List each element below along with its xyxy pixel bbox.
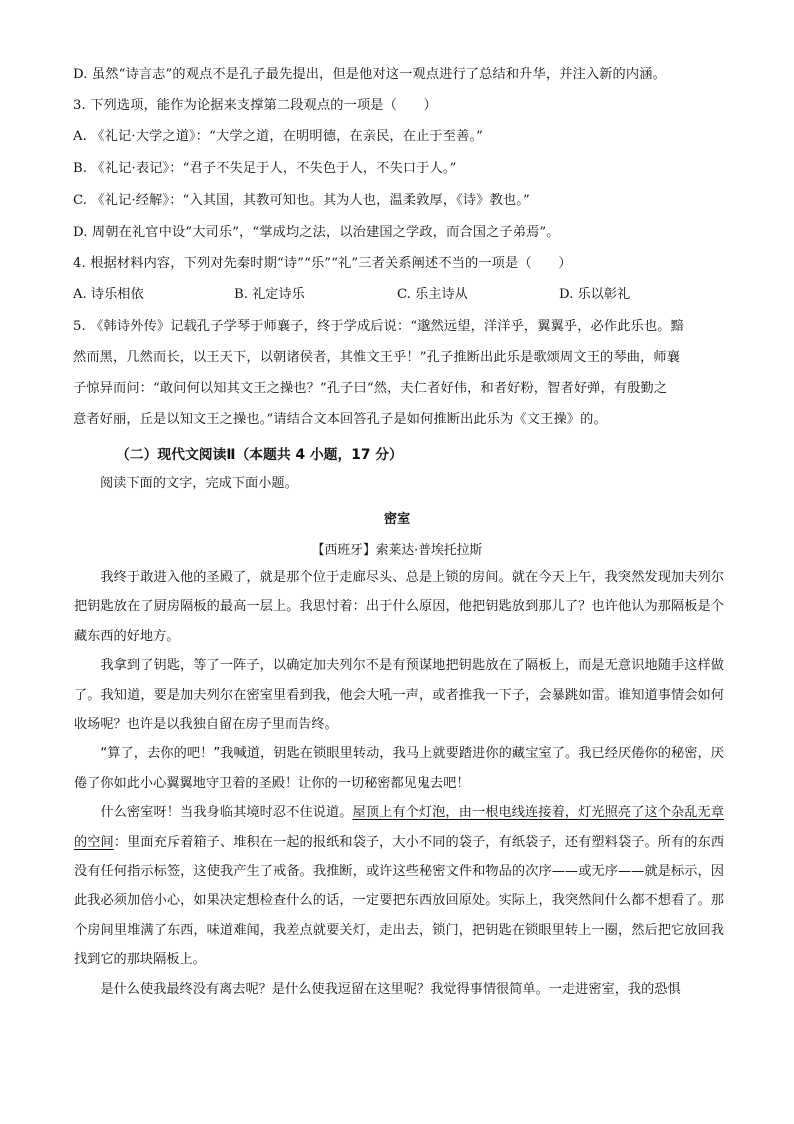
reading-instruction: 阅读下面的文字，完成下面小题。	[100, 476, 298, 491]
story-author: 【西班牙】索莱达·普埃托拉斯	[311, 543, 483, 558]
q3-option-b: B. 《礼记·表记》：“君子不失足于人，不失色于人，不失口于人。”	[73, 161, 457, 176]
story-body	[74, 563, 724, 1004]
story-title: 密室	[383, 512, 411, 527]
q4-option-b: B. 礼定诗乐	[234, 287, 305, 302]
q3-option-d: D. 周朝在礼官中设“大司乐”，“掌成均之法，以治建国之学政，而合国之子弟焉”。	[73, 225, 560, 240]
story-paragraph-4	[74, 798, 724, 974]
story-paragraph-1: 我终于敢进入他的圣殿了，就是那个位于走廊尽头、总是上锁的房间。就在今天上午，我突然发现加夫列尔把钥匙放在了厨房隔板的最高一层上。我思忖着：出于什么原因，他把钥匙放到那儿了？也许他认为那隔板是个藏东西的好地方。	[74, 570, 724, 644]
q3-option-a: A. 《礼记·大学之道》：“大学之道，在明明德，在亲民，在止于至善。”	[73, 129, 484, 144]
q3-option-c: C. 《礼记·经解》：“入其国，其教可知也。其为人也，温柔敦厚，《诗》教也。”	[73, 193, 530, 208]
story-paragraph-3: “算了，去你的吧！”我喊道，钥匙在锁眼里转动，我马上就要踏进你的藏宝室了。我已经厌倦你的秘密，厌倦了你如此小心翼翼地守卫着的圣殿！让你的一切秘密都见鬼去吧！	[74, 746, 724, 791]
q5-line-2: 然而黑，几然而长，以王天下，以朝诸侯者，其惟文王乎！”孔子推断出此乐是歌颂周文王的琴曲，师襄	[73, 350, 681, 365]
q2-option-d: D. 虽然“诗言志”的观点不是孔子最先提出，但是他对这一观点进行了总结和升华，并注入新的内涵。	[73, 67, 666, 82]
q5-line-3: 子惊异而问：“敢问何以知其文王之操也？”孔子曰“然，夫仁者好伟，和者好粉，智者好弹，有殷勤之	[73, 381, 668, 396]
q3-stem: 3. 下列选项，能作为论据来支撑第二段观点的一项是（ ）	[73, 98, 437, 113]
story-paragraph-2: 我拿到了钥匙，等了一阵子，以确定加夫列尔不是有预谋地把钥匙放在了隔板上，而是无意识地随手这样做了。我知道，要是加夫列尔在密室里看到我，他会大吼一声，或者推我一下子，会暴跳如雷。谁知道事情会如何收场呢？也许是以我独自留在房子里而告终。	[74, 658, 724, 733]
q4-option-c: C. 乐主诗从	[397, 287, 468, 302]
paragraph-4-lead: 什么密室呀！当我身临其境时忍不住说道。	[100, 805, 353, 821]
q4-stem: 4. 根据材料内容，下列对先秦时期“诗”“乐”“礼”三者关系阐述不当的一项是（ ）	[73, 256, 572, 271]
underlined-sentence: 屋顶上有个灯泡，由一根电线连接着，灯光照亮了这个杂乱无章的空间	[74, 805, 725, 850]
paragraph-4-rest: ：里面充斥着箱子、堆积在一起的报纸和袋子，大小不同的袋子，有纸袋子，还有塑料袋子。所有的东西没有任何指示标签，这使我产生了戒备。我推断，或许这些秘密文件和物品的次序——或无序——就是标示，因此我必须加倍小心，如果决定想检查什么的话，一定要把东西放回原处。实际上，我突然间什么都不想看了。那个房间里堆满了东西，味道难闻，我差点就要关灯，走出去，锁门，把钥匙在锁眼里转上一圈，然后把它放回我找到它的那块隔板上。	[74, 834, 725, 968]
story-paragraph-5: 是什么使我最终没有离去呢？是什么使我逗留在这里呢？我觉得事情很简单。一走进密室，我的恐惧	[100, 981, 681, 997]
q4-option-d: D. 乐以彰礼	[559, 287, 631, 302]
section-heading: （二）现代文阅读Ⅱ（本题共 4 小题，17 分）	[116, 447, 403, 463]
q5-line-4: 意者好丽，丘是以知文王之操也。”请结合文本回答孔子是如何推断出此乐为《文王操》的。	[73, 412, 607, 427]
q4-option-a: A. 诗乐相依	[73, 287, 144, 302]
q5-line-1: 5. 《韩诗外传》记载孔子学琴于师襄子，终于学成后说：“邈然远望，洋洋乎，翼翼乎，必作此乐也。黯	[73, 319, 684, 334]
